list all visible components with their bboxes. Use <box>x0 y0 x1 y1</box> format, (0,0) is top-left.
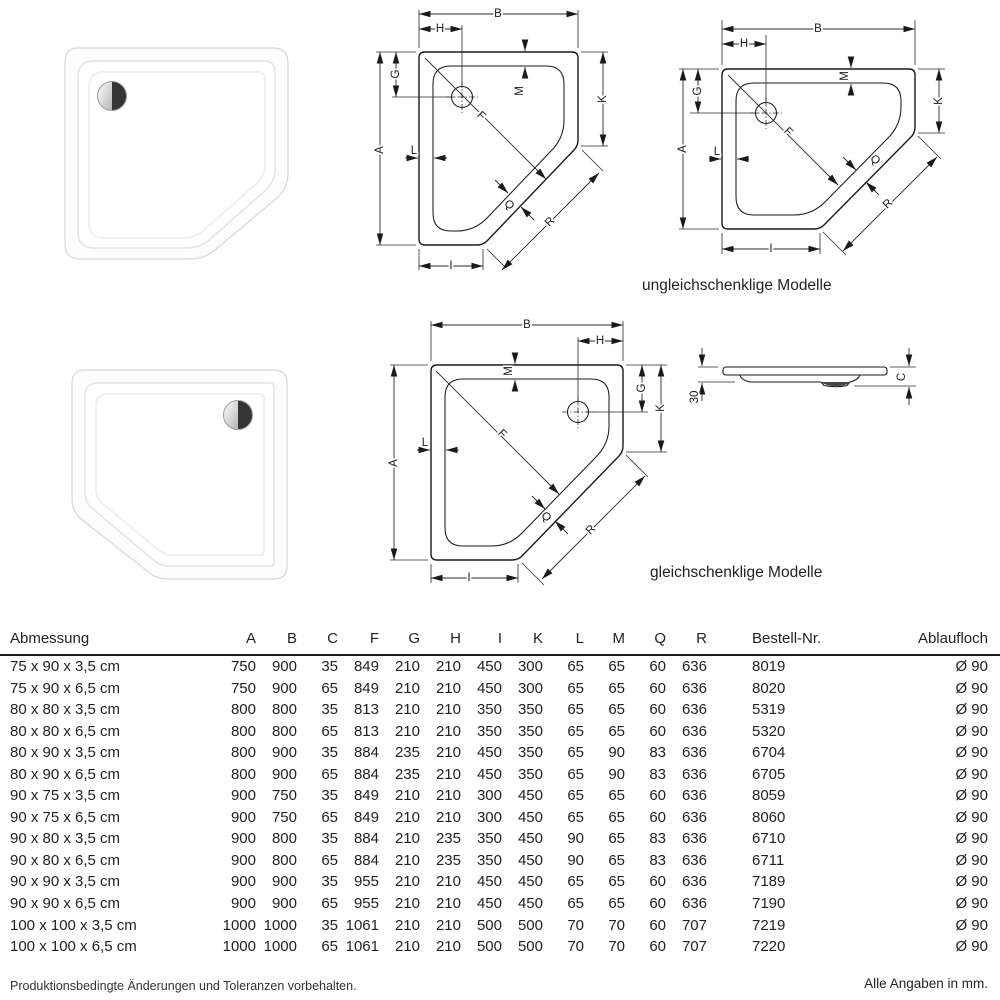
cell-c: 35 <box>321 873 338 891</box>
cell-r: 636 <box>681 765 707 783</box>
cell-i: 300 <box>476 808 502 826</box>
dim-label-g: G <box>390 69 403 79</box>
table-row <box>0 915 1000 937</box>
cell-bestell-nr: 8060 <box>752 808 786 826</box>
dim-label-i: I <box>449 260 453 273</box>
cell-r: 636 <box>681 787 707 805</box>
table-body <box>0 656 1000 958</box>
cell-h: 210 <box>435 916 461 934</box>
dim-label-i: I <box>769 243 773 256</box>
cell-g: 210 <box>394 851 420 869</box>
cell-h: 210 <box>435 938 461 956</box>
cell-f: 884 <box>353 851 379 869</box>
cell-b: 800 <box>271 851 297 869</box>
cell-l: 90 <box>567 851 584 869</box>
dim-label-r: R <box>542 214 558 230</box>
cell-a: 900 <box>230 873 256 891</box>
dim-label-r: R <box>583 522 599 538</box>
table-row <box>0 871 1000 893</box>
dim-label-c: C <box>896 372 909 382</box>
cell-l: 65 <box>567 787 584 805</box>
dim-label-a: A <box>677 145 690 153</box>
table-row <box>0 828 1000 850</box>
cell-l: 65 <box>567 744 584 762</box>
col-g: G <box>408 630 420 647</box>
cell-g: 210 <box>394 701 420 719</box>
cell-f: 1061 <box>345 916 379 934</box>
cell-b: 1000 <box>263 916 297 934</box>
cell-g: 210 <box>394 916 420 934</box>
dim-label-k: K <box>655 404 668 412</box>
dim-label-b: B <box>523 319 531 332</box>
cell-q: 83 <box>649 851 666 869</box>
col-f: F <box>369 630 379 647</box>
cell-m: 90 <box>608 765 625 783</box>
cell-bestell-nr: 5320 <box>752 722 786 740</box>
cell-a: 800 <box>230 701 256 719</box>
cell-ablaufloch: Ø 90 <box>955 830 988 848</box>
cell-r: 636 <box>681 722 707 740</box>
cell-i: 350 <box>476 851 502 869</box>
cell-b: 1000 <box>263 938 297 956</box>
cell-h: 235 <box>435 851 461 869</box>
cell-c: 65 <box>321 722 338 740</box>
cell-l: 90 <box>567 830 584 848</box>
cell-k: 350 <box>517 722 543 740</box>
cell-m: 65 <box>608 679 625 697</box>
cell-r: 636 <box>681 895 707 913</box>
cell-f: 884 <box>353 830 379 848</box>
cell-a: 900 <box>230 808 256 826</box>
cell-k: 450 <box>517 895 543 913</box>
cell-c: 35 <box>321 830 338 848</box>
cell-abmessung: 100 x 100 x 3,5 cm <box>10 916 137 934</box>
diagram-side-profile <box>688 330 950 422</box>
dim-label-h: H <box>435 23 445 36</box>
cell-c: 35 <box>321 916 338 934</box>
cell-i: 450 <box>476 895 502 913</box>
cell-k: 450 <box>517 830 543 848</box>
cell-r: 707 <box>681 916 707 934</box>
cell-r: 636 <box>681 701 707 719</box>
cell-l: 65 <box>567 722 584 740</box>
cell-f: 955 <box>353 895 379 913</box>
cell-b: 750 <box>271 787 297 805</box>
cell-m: 70 <box>608 938 625 956</box>
cell-b: 750 <box>271 808 297 826</box>
cell-bestell-nr: 6704 <box>752 744 786 762</box>
col-ablaufloch: Ablaufloch <box>917 630 988 647</box>
cell-ablaufloch: Ø 90 <box>955 701 988 719</box>
dim-label-g: G <box>692 86 705 96</box>
col-abmessung: Abmessung <box>10 630 90 647</box>
cell-k: 300 <box>517 679 543 697</box>
cell-l: 65 <box>567 895 584 913</box>
cell-c: 35 <box>321 701 338 719</box>
cell-m: 70 <box>608 916 625 934</box>
cell-g: 210 <box>394 895 420 913</box>
dim-label-i: I <box>467 572 471 585</box>
cell-k: 350 <box>517 744 543 762</box>
cell-g: 210 <box>394 873 420 891</box>
cell-i: 450 <box>476 658 502 675</box>
dim-label-l: L <box>410 145 418 158</box>
cell-m: 65 <box>608 895 625 913</box>
cell-g: 210 <box>394 679 420 697</box>
cell-r: 636 <box>681 679 707 697</box>
table-row <box>0 699 1000 721</box>
cell-c: 65 <box>321 765 338 783</box>
cell-abmessung: 80 x 80 x 6,5 cm <box>10 722 121 740</box>
cell-f: 849 <box>353 787 379 805</box>
dim-label-m: M <box>514 86 527 96</box>
cell-ablaufloch: Ø 90 <box>955 895 988 913</box>
cell-i: 450 <box>476 765 502 783</box>
table-row <box>0 764 1000 786</box>
col-a: A <box>245 630 256 647</box>
cell-l: 65 <box>567 808 584 826</box>
col-q: Q <box>654 630 666 647</box>
cell-ablaufloch: Ø 90 <box>955 722 988 740</box>
table-row <box>0 807 1000 829</box>
cell-i: 450 <box>476 873 502 891</box>
cell-f: 1061 <box>345 938 379 956</box>
dim-label-k: K <box>597 95 610 103</box>
cell-i: 350 <box>476 722 502 740</box>
cell-bestell-nr: 7220 <box>752 938 786 956</box>
cell-k: 450 <box>517 851 543 869</box>
dim-label-h: H <box>739 38 749 51</box>
table-row <box>0 936 1000 958</box>
table-row <box>0 893 1000 915</box>
cell-a: 900 <box>230 787 256 805</box>
cell-c: 35 <box>321 787 338 805</box>
cell-c: 65 <box>321 895 338 913</box>
table-row <box>0 785 1000 807</box>
cell-a: 800 <box>230 722 256 740</box>
cell-q: 60 <box>649 722 666 740</box>
cell-c: 35 <box>321 658 338 675</box>
cell-h: 210 <box>435 701 461 719</box>
dim-label-f: F <box>781 125 795 139</box>
col-l: L <box>575 630 584 647</box>
cell-abmessung: 75 x 90 x 3,5 cm <box>10 658 121 675</box>
cell-h: 210 <box>435 679 461 697</box>
cell-c: 65 <box>321 851 338 869</box>
cell-m: 65 <box>608 701 625 719</box>
diagram-unequal-1 <box>370 0 670 292</box>
cell-l: 70 <box>567 938 584 956</box>
col-k: K <box>532 630 543 647</box>
dim-label-l: L <box>421 437 429 450</box>
dim-label-m: M <box>503 366 516 376</box>
cell-q: 60 <box>649 658 666 675</box>
cell-b: 900 <box>271 679 297 697</box>
cell-ablaufloch: Ø 90 <box>955 938 988 956</box>
col-m: M <box>612 630 625 647</box>
cell-b: 800 <box>271 830 297 848</box>
cell-bestell-nr: 8019 <box>752 658 786 675</box>
col-c: C <box>327 630 338 647</box>
cell-b: 900 <box>271 765 297 783</box>
cell-abmessung: 90 x 80 x 6,5 cm <box>10 851 121 869</box>
cell-f: 884 <box>353 744 379 762</box>
cell-q: 60 <box>649 938 666 956</box>
cell-h: 210 <box>435 658 461 675</box>
cell-bestell-nr: 6705 <box>752 765 786 783</box>
dim-label-a: A <box>388 459 401 467</box>
cell-c: 65 <box>321 679 338 697</box>
cell-a: 900 <box>230 830 256 848</box>
cell-g: 210 <box>394 787 420 805</box>
cell-r: 636 <box>681 873 707 891</box>
cell-abmessung: 100 x 100 x 6,5 cm <box>10 938 137 956</box>
production-note: Produktionsbedingte Änderungen und Toleranzen vorbehalten. <box>10 979 357 993</box>
cell-q: 60 <box>649 679 666 697</box>
cell-i: 500 <box>476 938 502 956</box>
cell-bestell-nr: 8020 <box>752 679 786 697</box>
cell-l: 70 <box>567 916 584 934</box>
cell-b: 900 <box>271 895 297 913</box>
cell-g: 210 <box>394 722 420 740</box>
cell-b: 800 <box>271 701 297 719</box>
table-row <box>0 721 1000 743</box>
product-photo-unequal <box>62 28 292 262</box>
cell-bestell-nr: 6710 <box>752 830 786 848</box>
cell-l: 65 <box>567 873 584 891</box>
cell-g: 210 <box>394 830 420 848</box>
cell-h: 210 <box>435 808 461 826</box>
cell-f: 849 <box>353 679 379 697</box>
cell-q: 60 <box>649 916 666 934</box>
cell-abmessung: 90 x 90 x 6,5 cm <box>10 895 121 913</box>
cell-abmessung: 90 x 75 x 6,5 cm <box>10 808 121 826</box>
cell-k: 450 <box>517 873 543 891</box>
col-h: H <box>450 630 461 647</box>
cell-i: 350 <box>476 701 502 719</box>
cell-abmessung: 80 x 80 x 3,5 cm <box>10 701 121 719</box>
cell-h: 235 <box>435 830 461 848</box>
dim-label-r: R <box>880 196 896 212</box>
cell-k: 450 <box>517 808 543 826</box>
cell-ablaufloch: Ø 90 <box>955 744 988 762</box>
cell-m: 65 <box>608 658 625 675</box>
cell-ablaufloch: Ø 90 <box>955 658 988 675</box>
cell-c: 65 <box>321 938 338 956</box>
dim-label-k: K <box>933 97 946 105</box>
cell-i: 450 <box>476 679 502 697</box>
cell-a: 900 <box>230 895 256 913</box>
col-b: B <box>286 630 297 647</box>
dim-label-b: B <box>814 23 822 36</box>
cell-r: 636 <box>681 830 707 848</box>
cell-q: 60 <box>649 808 666 826</box>
cell-abmessung: 90 x 75 x 3,5 cm <box>10 787 121 805</box>
cell-m: 65 <box>608 873 625 891</box>
cell-ablaufloch: Ø 90 <box>955 808 988 826</box>
col-bestell-nr: Bestell-Nr. <box>752 630 822 647</box>
dim-label-30: 30 <box>689 390 702 404</box>
cell-b: 900 <box>271 873 297 891</box>
cell-a: 900 <box>230 851 256 869</box>
cell-bestell-nr: 7219 <box>752 916 786 934</box>
spec-table <box>0 627 1000 958</box>
cell-a: 750 <box>230 679 256 697</box>
cell-abmessung: 75 x 90 x 6,5 cm <box>10 679 121 697</box>
dim-label-b: B <box>494 8 502 21</box>
cell-f: 813 <box>353 722 379 740</box>
cell-l: 65 <box>567 679 584 697</box>
cell-q: 83 <box>649 744 666 762</box>
cell-g: 235 <box>394 765 420 783</box>
cell-b: 900 <box>271 744 297 762</box>
cell-c: 65 <box>321 808 338 826</box>
cell-r: 636 <box>681 808 707 826</box>
table-header <box>0 627 1000 656</box>
cell-f: 849 <box>353 658 379 675</box>
dim-label-l: L <box>713 146 721 159</box>
cell-bestell-nr: 7190 <box>752 895 786 913</box>
cell-m: 65 <box>608 851 625 869</box>
drain-icon <box>224 401 253 430</box>
cell-r: 636 <box>681 744 707 762</box>
cell-ablaufloch: Ø 90 <box>955 765 988 783</box>
cell-h: 210 <box>435 787 461 805</box>
cell-a: 1000 <box>222 916 256 934</box>
dim-label-q: Q <box>538 509 554 525</box>
cell-ablaufloch: Ø 90 <box>955 787 988 805</box>
dim-label-f: F <box>474 109 488 123</box>
table-row <box>0 742 1000 764</box>
cell-abmessung: 80 x 90 x 6,5 cm <box>10 765 121 783</box>
cell-g: 235 <box>394 744 420 762</box>
cell-abmessung: 80 x 90 x 3,5 cm <box>10 744 121 762</box>
cell-g: 210 <box>394 808 420 826</box>
cell-q: 60 <box>649 787 666 805</box>
cell-a: 800 <box>230 765 256 783</box>
cell-f: 955 <box>353 873 379 891</box>
cell-m: 65 <box>608 722 625 740</box>
cell-k: 500 <box>517 916 543 934</box>
cell-l: 65 <box>567 658 584 675</box>
cell-g: 210 <box>394 938 420 956</box>
cell-ablaufloch: Ø 90 <box>955 679 988 697</box>
cell-i: 500 <box>476 916 502 934</box>
cell-m: 65 <box>608 808 625 826</box>
dim-label-h: H <box>595 335 605 348</box>
table-row <box>0 678 1000 700</box>
cell-q: 60 <box>649 895 666 913</box>
cell-q: 60 <box>649 701 666 719</box>
cell-r: 636 <box>681 851 707 869</box>
cell-a: 800 <box>230 744 256 762</box>
dim-label-a: A <box>374 146 387 154</box>
drain-icon <box>98 82 127 111</box>
cell-q: 83 <box>649 830 666 848</box>
dim-label-m: M <box>839 71 852 81</box>
table-row <box>0 850 1000 872</box>
cell-f: 884 <box>353 765 379 783</box>
cell-i: 450 <box>476 744 502 762</box>
table-row <box>0 656 1000 678</box>
cell-k: 350 <box>517 765 543 783</box>
cell-h: 210 <box>435 744 461 762</box>
cell-b: 900 <box>271 658 297 675</box>
cell-q: 60 <box>649 873 666 891</box>
dim-label-q: Q <box>501 197 517 213</box>
col-r: R <box>696 630 707 647</box>
dimension-lines <box>698 348 916 405</box>
cell-k: 500 <box>517 938 543 956</box>
cell-m: 90 <box>608 744 625 762</box>
caption-equal-models: gleichschenklige Modelle <box>650 564 823 581</box>
cell-a: 750 <box>230 658 256 675</box>
cell-h: 210 <box>435 873 461 891</box>
cell-bestell-nr: 7189 <box>752 873 786 891</box>
dim-label-q: Q <box>867 152 883 168</box>
cell-r: 707 <box>681 938 707 956</box>
cell-r: 636 <box>681 658 707 675</box>
cell-h: 210 <box>435 722 461 740</box>
cell-l: 65 <box>567 701 584 719</box>
product-photo-equal <box>68 352 290 584</box>
cell-k: 450 <box>517 787 543 805</box>
cell-bestell-nr: 5319 <box>752 701 786 719</box>
dim-label-f: F <box>495 427 509 441</box>
cell-f: 849 <box>353 808 379 826</box>
cell-l: 65 <box>567 765 584 783</box>
col-i: I <box>497 630 502 647</box>
cell-bestell-nr: 8059 <box>752 787 786 805</box>
cell-q: 83 <box>649 765 666 783</box>
cell-c: 35 <box>321 744 338 762</box>
diagram-unequal-2 <box>660 8 1000 300</box>
cell-m: 65 <box>608 787 625 805</box>
cell-k: 300 <box>517 658 543 675</box>
cell-abmessung: 90 x 80 x 3,5 cm <box>10 830 121 848</box>
cell-i: 350 <box>476 830 502 848</box>
cell-a: 1000 <box>222 938 256 956</box>
cell-g: 210 <box>394 658 420 675</box>
cell-f: 813 <box>353 701 379 719</box>
cell-ablaufloch: Ø 90 <box>955 851 988 869</box>
cell-ablaufloch: Ø 90 <box>955 916 988 934</box>
units-note: Alle Angaben in mm. <box>864 976 988 991</box>
cell-i: 300 <box>476 787 502 805</box>
cell-m: 65 <box>608 830 625 848</box>
cell-h: 210 <box>435 895 461 913</box>
cell-bestell-nr: 6711 <box>752 851 785 869</box>
cell-abmessung: 90 x 90 x 3,5 cm <box>10 873 121 891</box>
caption-unequal-models: ungleichschenklige Modelle <box>642 277 832 294</box>
dim-label-g: G <box>636 383 649 393</box>
cell-ablaufloch: Ø 90 <box>955 873 988 891</box>
diagram-equal <box>370 313 680 605</box>
cell-b: 800 <box>271 722 297 740</box>
cell-h: 210 <box>435 765 461 783</box>
cell-k: 350 <box>517 701 543 719</box>
